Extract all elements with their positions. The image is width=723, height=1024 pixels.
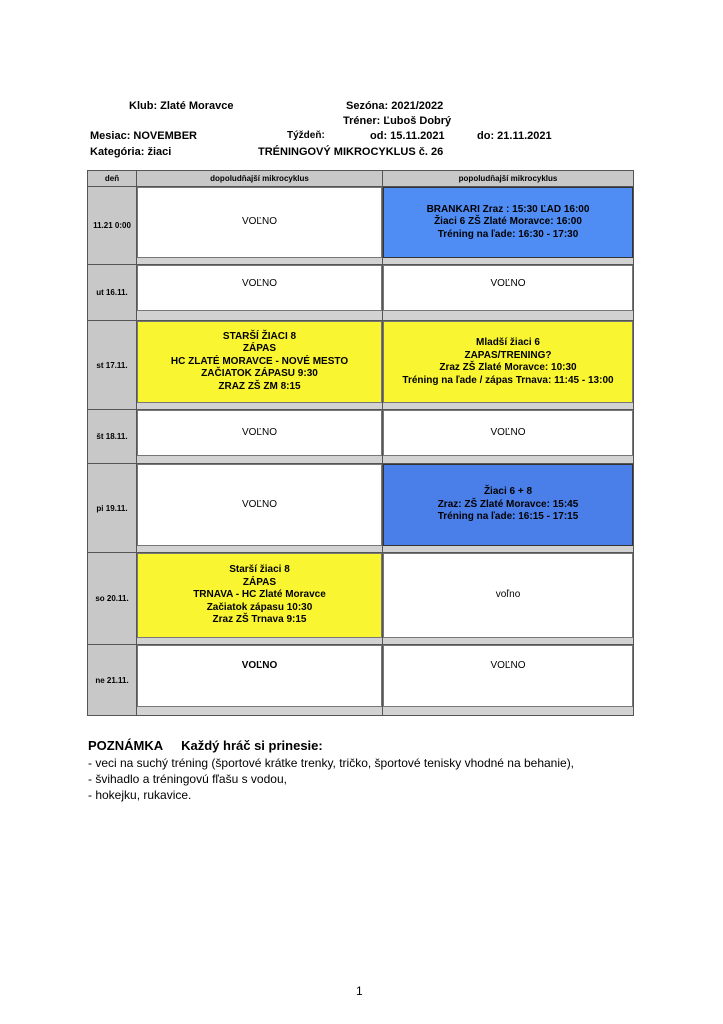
morning-cell [137, 187, 383, 265]
activity-line: Tréning na ľade: 16:15 - 17:15 [437, 511, 579, 523]
morning-cell [137, 645, 383, 716]
afternoon-cell [383, 645, 634, 716]
row-spacer [137, 311, 382, 320]
row-spacer [137, 403, 382, 409]
date-to: do: 21.11.2021 [477, 130, 552, 142]
header-morning: dopoludňajší mikrocyklus [137, 171, 383, 187]
note-title: POZNÁMKA [88, 738, 164, 753]
afternoon-cell [383, 410, 634, 464]
month-label: Mesiac: NOVEMBER [90, 130, 197, 142]
morning-activity [137, 187, 382, 258]
row-spacer [137, 456, 382, 463]
afternoon-cell [383, 553, 634, 645]
afternoon-activity [383, 410, 633, 456]
activity-line: Zraz: ZŠ Zlaté Moravce: 15:45 [437, 498, 579, 510]
activity-line: VOĽNO [490, 278, 526, 289]
morning-activity [137, 464, 382, 546]
row-spacer [137, 638, 382, 644]
activity-line: Tréning na ľade: 16:30 - 17:30 [437, 228, 579, 240]
afternoon-cell [383, 187, 634, 265]
afternoon-activity [383, 187, 633, 258]
activity-line: Zraz ZŠ Zlaté Moravce: 10:30 [439, 362, 577, 373]
activity-line: VOĽNO [241, 660, 278, 671]
day-cell: ne 21.11. [88, 645, 137, 716]
activity-line: voľno [495, 589, 521, 601]
activity-line: STARŠÍ ŽIACI 8 [222, 330, 297, 342]
note-line: - veci na suchý tréning (športové krátke trenky, tričko, športové tenisky vhodné na behanie), [88, 756, 575, 770]
afternoon-cell [383, 464, 634, 553]
table-header-row [88, 171, 634, 187]
coach-label: Tréner: Ľuboš Dobrý [343, 115, 452, 127]
date-from: od: 15.11.2021 [370, 130, 445, 142]
activity-line: VOĽNO [241, 278, 277, 289]
season-label: Sezóna: 2021/2022 [346, 100, 444, 112]
activity-line: ZRAZ ZŠ ZM 8:15 [218, 380, 301, 392]
day-cell: so 20.11. [88, 553, 137, 645]
table-row [88, 410, 634, 464]
table-row [88, 464, 634, 553]
day-cell: št 18.11. [88, 410, 137, 464]
activity-line: ZAČIATOK ZÁPASU 9:30 [201, 368, 318, 380]
activity-line: ZÁPAS [242, 343, 277, 355]
afternoon-activity [383, 464, 633, 546]
header-day: deň [88, 171, 137, 187]
row-spacer [383, 258, 633, 264]
activity-line: Tréning na ľade / zápas Trnava: 11:45 - 13:00 [402, 374, 614, 386]
afternoon-activity [383, 265, 633, 311]
row-spacer [383, 546, 633, 552]
activity-line: VOĽNO [241, 216, 277, 228]
activity-line: VOĽNO [490, 660, 526, 671]
activity-line: Starší žiaci 8 [229, 564, 290, 576]
activity-line: TRNAVA - HC Zlaté Moravce [193, 589, 326, 601]
row-spacer [137, 258, 382, 264]
afternoon-cell [383, 265, 634, 321]
row-spacer [383, 311, 633, 320]
afternoon-activity [383, 645, 633, 707]
header-afternoon: popoludňajší mikrocyklus [383, 171, 634, 187]
activity-line: VOĽNO [241, 498, 277, 510]
activity-line: VOĽNO [241, 426, 277, 438]
morning-cell [137, 410, 383, 464]
week-label: Týždeň: [287, 130, 325, 141]
note-line: - švihadlo a tréningovú fľašu s vodou, [88, 772, 287, 786]
morning-activity [137, 410, 382, 456]
morning-activity [137, 645, 382, 707]
activity-line: HC ZLATÉ MORAVCE - NOVÉ MESTO [170, 355, 349, 367]
category-label: Kategória: žiaci [90, 146, 172, 158]
table-row [88, 321, 634, 410]
morning-activity [137, 321, 382, 403]
row-spacer [383, 638, 633, 644]
afternoon-activity [383, 321, 633, 403]
table-row [88, 265, 634, 321]
afternoon-cell [383, 321, 634, 410]
note-subtitle: Každý hráč si prinesie: [181, 738, 323, 753]
row-spacer [137, 546, 382, 552]
club-label: Klub: Zlaté Moravce [129, 100, 234, 112]
day-cell: 11.21 0:00 [88, 187, 137, 265]
microcycle-title: TRÉNINGOVÝ MIKROCYKLUS č. 26 [258, 146, 444, 158]
morning-activity [137, 553, 382, 638]
activity-line: Žiaci 6 + 8 [483, 486, 533, 498]
day-cell: st 17.11. [88, 321, 137, 410]
activity-line: VOĽNO [490, 426, 526, 438]
morning-cell [137, 321, 383, 410]
row-spacer [383, 707, 633, 715]
afternoon-activity [383, 553, 633, 638]
row-spacer [137, 707, 382, 715]
page-number: 1 [356, 984, 363, 998]
table-row [88, 553, 634, 645]
activity-line: Mladší žiaci 6 [476, 337, 540, 348]
day-cell: pi 19.11. [88, 464, 137, 553]
row-spacer [383, 403, 633, 409]
note-heading [88, 738, 323, 753]
note-line: - hokejku, rukavice. [88, 788, 192, 802]
activity-line: Začiatok zápasu 10:30 [206, 601, 313, 613]
activity-line: Žiaci 6 ZŠ Zlaté Moravce: 16:00 [434, 216, 582, 228]
row-spacer [383, 456, 633, 463]
activity-line: ZÁPAS [242, 576, 277, 588]
morning-cell [137, 553, 383, 645]
activity-line: ZAPAS/TRENING? [464, 349, 552, 361]
table-row [88, 645, 634, 716]
table-row [88, 187, 634, 265]
schedule-table [87, 170, 634, 716]
morning-cell [137, 265, 383, 321]
activity-line: Zraz ZŠ Trnava 9:15 [212, 614, 307, 626]
morning-activity [137, 265, 382, 311]
day-cell: ut 16.11. [88, 265, 137, 321]
activity-line: BRANKARI Zraz : 15:30 ĽAD 16:00 [426, 203, 590, 215]
morning-cell [137, 464, 383, 553]
